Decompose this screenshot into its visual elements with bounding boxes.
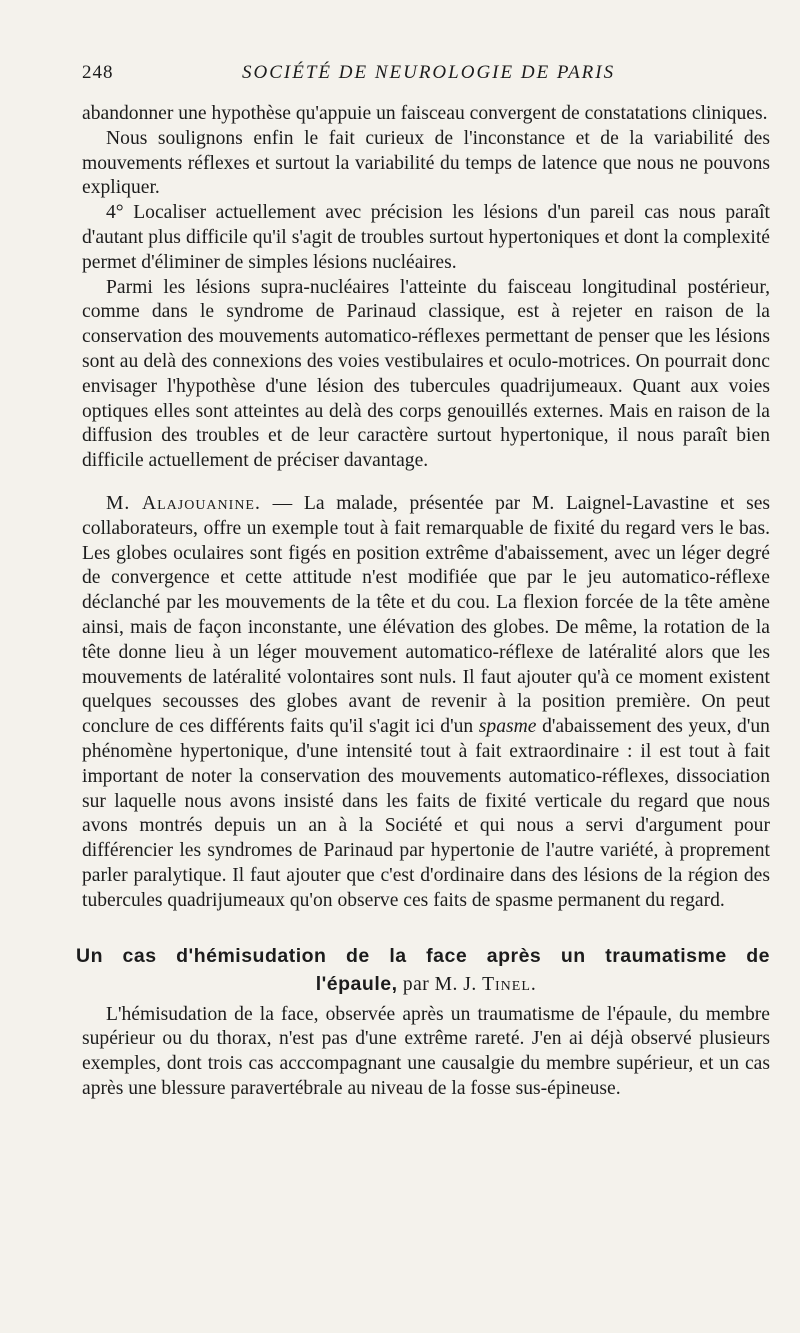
paragraph-localisation: 4° Localiser actuellement avec précision les lésions d'un pareil cas nous paraît d'autant plus difficile qu'il s'agit de troubles surtout hypertoniques et dont la complexité permet d'éliminer de simples lésions nucléaires. [82, 202, 770, 273]
section-author: Tinel [482, 973, 531, 995]
section-title-line1: Un cas d'hémisudation de la face après un traumatisme de [76, 944, 770, 967]
page-number: 248 [82, 62, 114, 83]
running-title: SOCIÉTÉ DE NEUROLOGIE DE PARIS [242, 62, 616, 83]
spacer [82, 474, 770, 492]
paragraph-alajouanine [82, 492, 770, 914]
paragraph-hemisudation: L'hémisudation de la face, observée après un traumatisme de l'épaule, du membre supérieur ou du thorax, n'est pas d'une extrême rareté. J'en ai déjà observé plusieurs exemples, dont trois cas acccompagnant une causalgie du membre supérieur, et un cas après une blessure paravertébrale au niveau de la fosse sus-épineuse. [82, 1003, 770, 1099]
section-by: par M. J. [397, 973, 483, 995]
text-part-a: La malade, présentée par M. Laignel-Lavastine et ses collaborateurs, offre un exemple tout à fait remarquable de fixité du regard vers le bas. Les globes oculaires sont figés en position extrême d'abaissement, avec un léger degré de convergence et cette attitude n'est modifiée que par le jeu automatico-réflexe déclanché par les mouvements de la tête et du cou. La flexion forcée de la tête amène ainsi, mais de façon inconstante, une élévation des globes. De même, la rotation de la tête donne lieu à un léger mouvement automatico-réflexe de latéralité alors que les mouvements de latéralité volontaires sont nuls. Il faut ajouter qu'à ce moment existent quelques secousses des globes avant de revenir à la position première. On peut conclure de ces différents faits qu'il s'agit ici d'un [82, 492, 771, 738]
text-part-b: d'abaissement des yeux, d'un phénomène hypertonique, d'une intensité tout à fait extraordinaire : il est tout à fait important de noter la conservation des mouvements automatico-réflexes, dissociation sur laquelle nous avons insisté dans les faits de fixité verticale du regard que nous avons montrés depuis un an à la Société et qui nous a servi d'argument pour différencier les syndromes de Parinaud par hypertonie de l'autre variété, à proprement parler paralytique. Il faut ajouter que c'est d'ordinaire dans des lésions de la région des tubercules quadrijumeaux qu'on observe ces faits de spasme permanent du regard. [82, 716, 770, 911]
italic-spasme: spasme [478, 716, 537, 738]
section-title-line2 [82, 970, 770, 999]
section-title-epaule: l'épaule, [315, 972, 398, 995]
dash: — [260, 492, 304, 514]
section-author-end: . [530, 973, 537, 995]
paragraph-latency: Nous soulignons enfin le fait curieux de l'inconstance et de la variabilité des mouvements réflexes et surtout la variabilité du temps de latence que nous ne pouvons expliquer. [82, 127, 770, 199]
running-header [82, 62, 770, 102]
paragraph-lesions: Parmi les lésions supra-nucléaires l'atteinte du faisceau longitudinal postérieur, comme dans le syndrome de Parinaud classique, est à rejeter en raison de la conservation des mouvements automatico-réflexes permettant de penser que les lésions sont au delà des connexions des voies vestibulaires et oculo-motrices. On pourrait donc envisager l'hypothèse d'une lésion des tubercules quadrijumeaux. Quant aux voies optiques elles sont atteintes au delà des corps genouillés externes. Mais en raison de la diffusion des troubles et de leur caractère surtout hypertonique, il nous paraît bien difficile actuellement de préciser davantage. [82, 276, 770, 472]
paragraph-continuation: abandonner une hypothèse qu'appuie un faisceau convergent de constatations cliniques. [82, 103, 768, 124]
author-alajouanine: M. Alajouanine. [106, 492, 261, 514]
section-title [76, 942, 770, 999]
